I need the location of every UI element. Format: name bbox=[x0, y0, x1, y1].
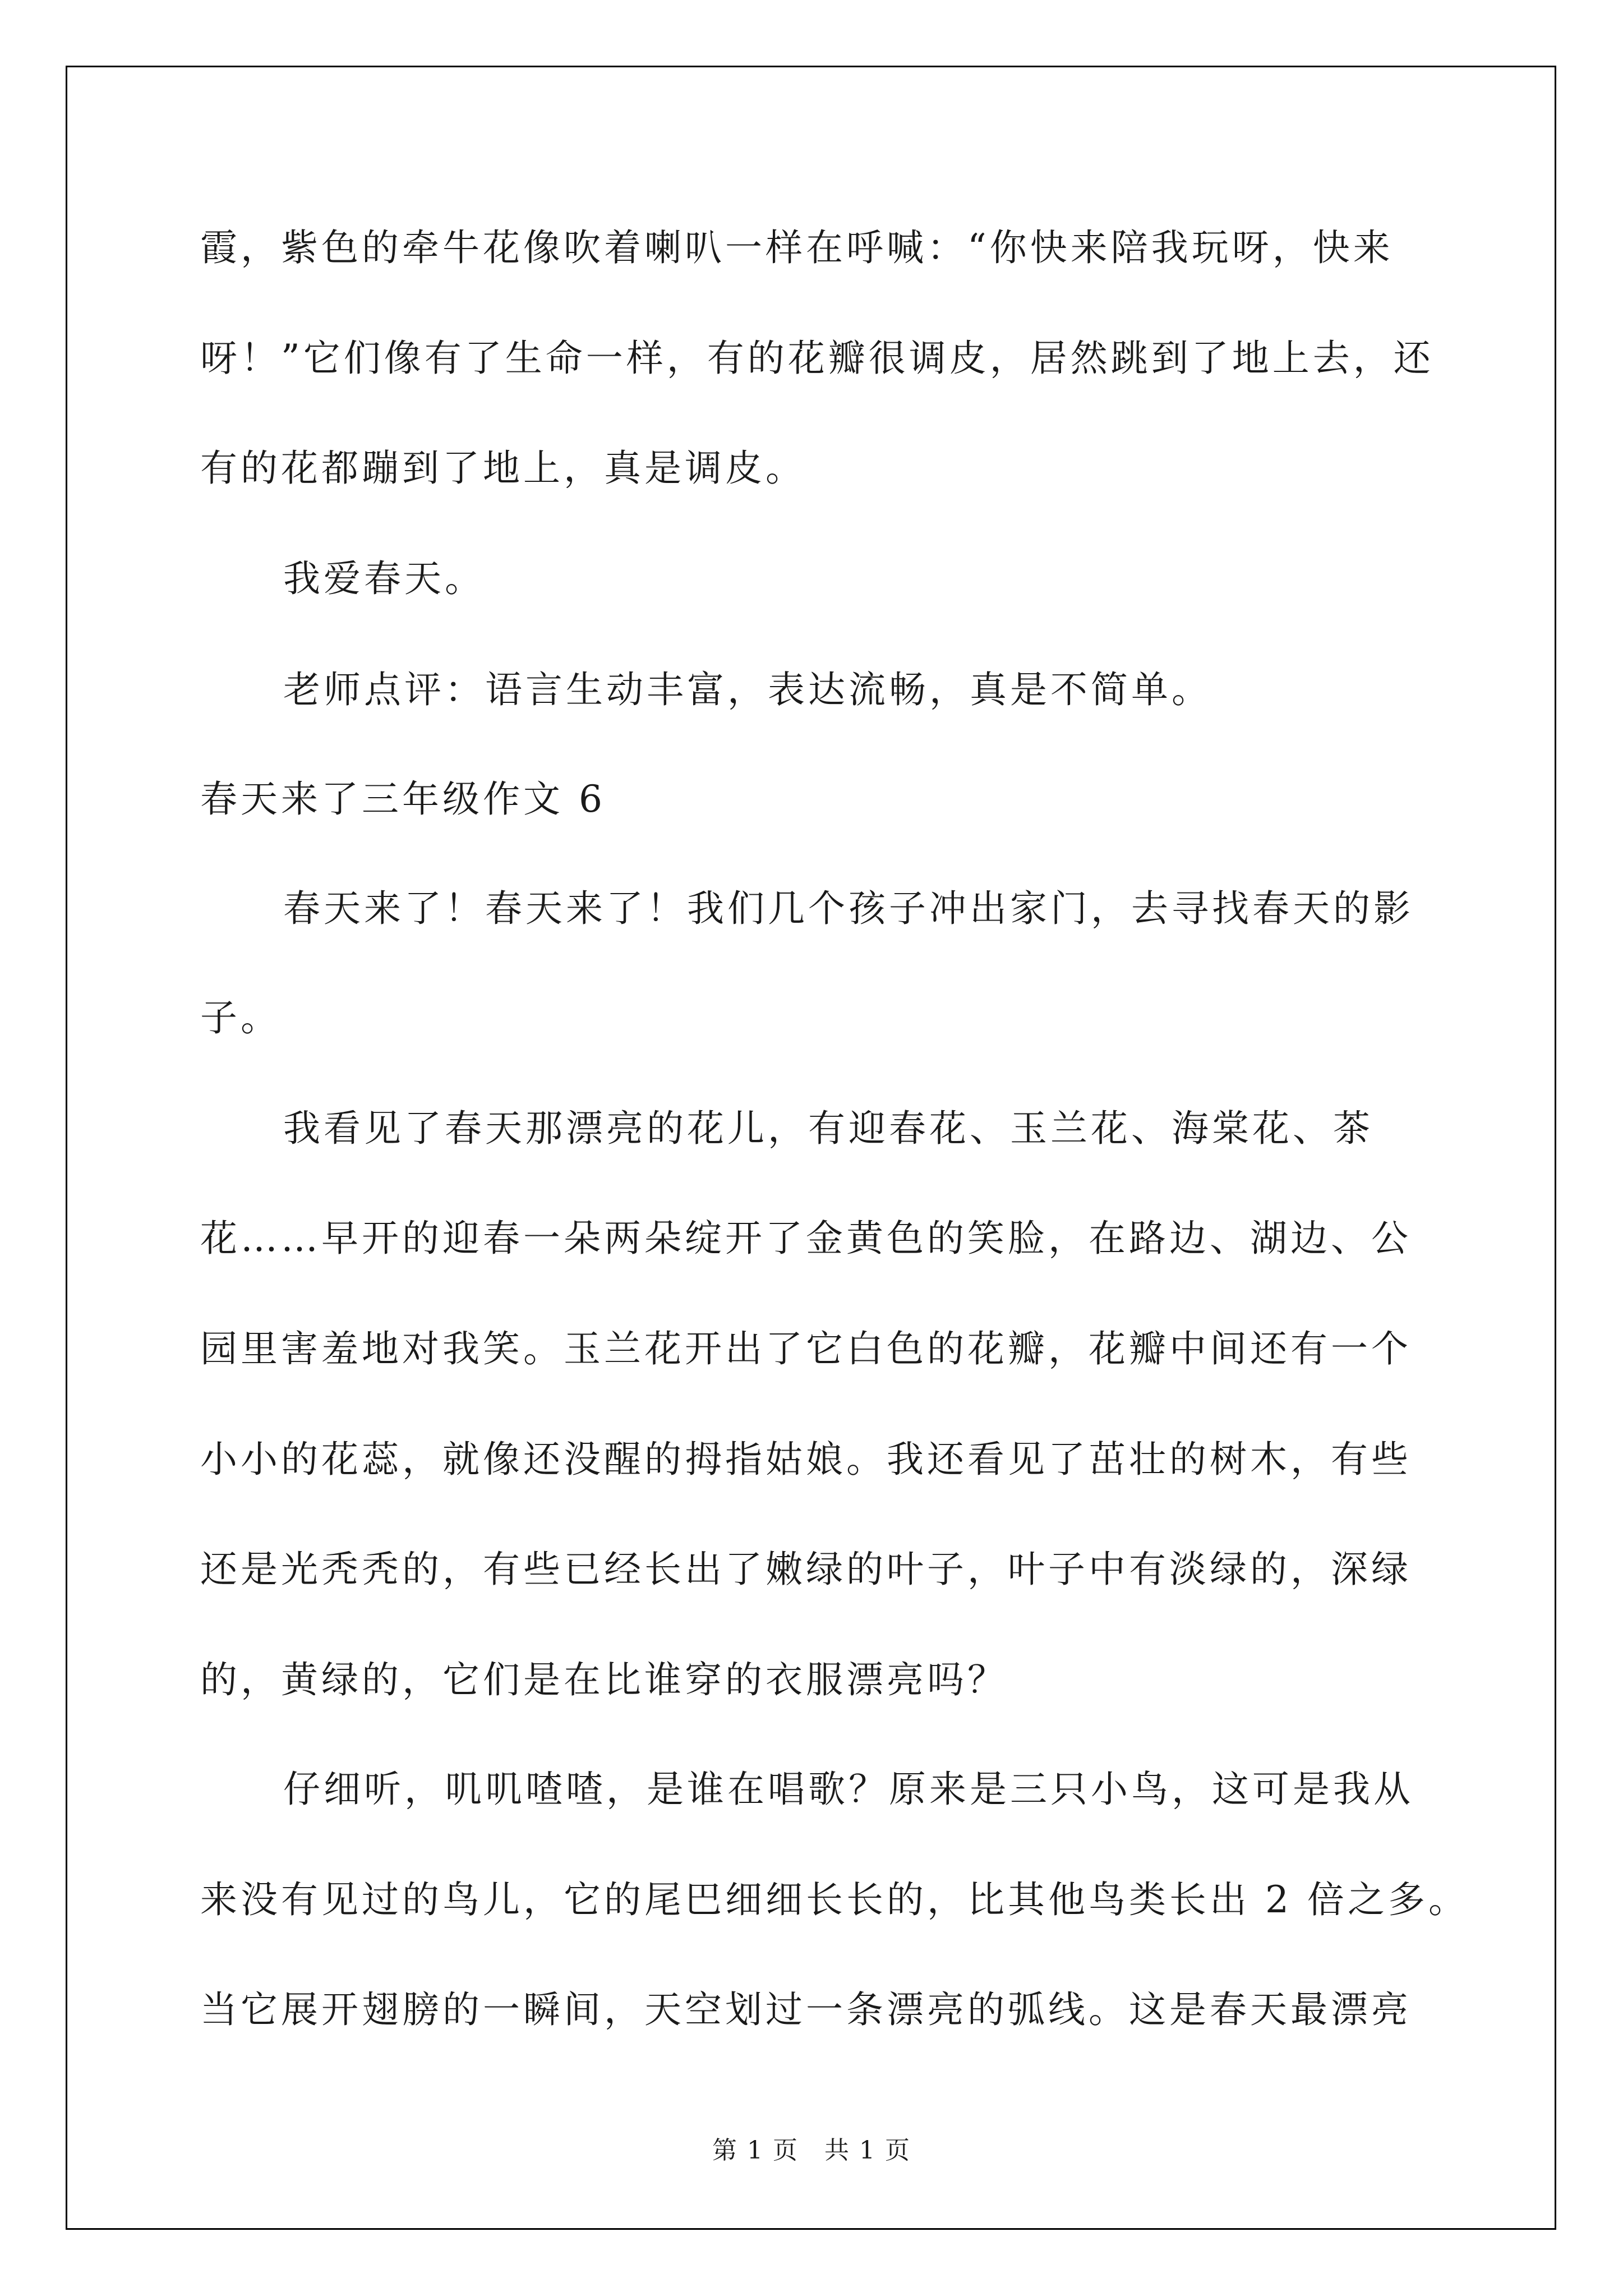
body-line: 的，黄绿的，它们是在比谁穿的衣服漂亮吗？ bbox=[200, 1658, 1008, 1701]
body-line: 小小的花蕊，就像还没醒的拇指姑娘。我还看见了茁壮的树木，有些 bbox=[200, 1438, 1412, 1481]
body-line: 园里害羞地对我笑。玉兰花开出了它白色的花瓣，花瓣中间还有一个 bbox=[200, 1327, 1412, 1370]
body-line: 来没有见过的鸟儿，它的尾巴细细长长的，比其他鸟类长出 2 倍之多。 bbox=[200, 1878, 1469, 1921]
body-line: 子。 bbox=[200, 996, 281, 1039]
page-footer: 第 1 页 共 1 页 bbox=[712, 2136, 911, 2165]
body-line: 有的花都蹦到了地上，真是调皮。 bbox=[200, 447, 806, 490]
teacher-comment: 老师点评：语言生动丰富，表达流畅，真是不简单。 bbox=[283, 668, 1212, 711]
body-line: 霞，紫色的牵牛花像吹着喇叭一样在呼喊：“你快来陪我玩呀，快来 bbox=[200, 226, 1394, 269]
body-line: 呀！”它们像有了生命一样，有的花瓣很调皮，居然跳到了地上去，还 bbox=[200, 337, 1434, 380]
body-line: 当它展开翅膀的一瞬间，天空划过一条漂亮的弧线。这是春天最漂亮 bbox=[200, 1988, 1412, 2031]
body-line: 还是光秃秃的，有些已经长出了嫩绿的叶子，叶子中有淡绿的，深绿 bbox=[200, 1548, 1412, 1591]
body-paragraph: 我爱春天。 bbox=[283, 557, 485, 600]
body-line: 我看见了春天那漂亮的花儿，有迎春花、玉兰花、海棠花、茶 bbox=[283, 1107, 1373, 1150]
body-line: 仔细听，叽叽喳喳，是谁在唱歌？原来是三只小鸟，这可是我从 bbox=[283, 1768, 1414, 1811]
body-line: 春天来了！春天来了！我们几个孩子冲出家门，去寻找春天的影 bbox=[283, 887, 1414, 930]
body-line: 花……早开的迎春一朵两朵绽开了金黄色的笑脸，在路边、湖边、公 bbox=[200, 1217, 1412, 1260]
section-heading: 春天来了三年级作文 6 bbox=[200, 777, 606, 821]
